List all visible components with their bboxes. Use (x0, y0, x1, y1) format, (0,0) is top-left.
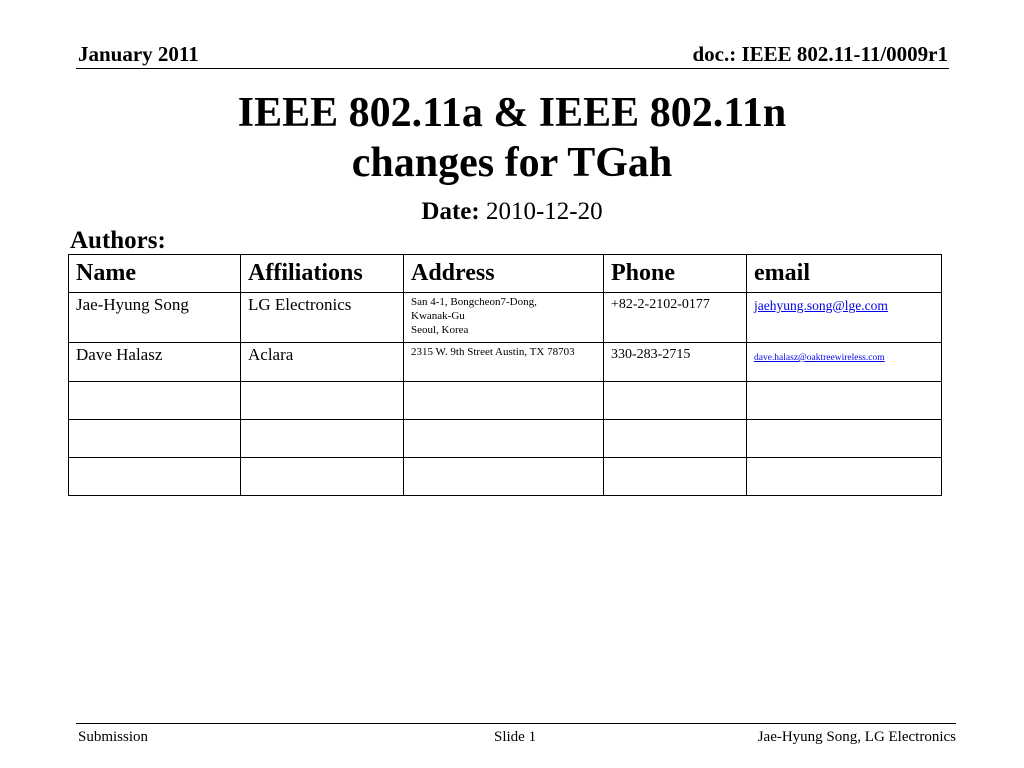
empty-cell (747, 382, 942, 420)
empty-cell (604, 382, 747, 420)
address-line: San 4-1, Bongcheon7-Dong, (411, 296, 537, 308)
address-line: Kwanak-Gu (411, 310, 465, 322)
author-address (404, 293, 604, 343)
empty-cell (241, 382, 404, 420)
author-email-cell (747, 343, 942, 382)
author-email-link[interactable]: dave.halasz@oaktreewireless.com (754, 353, 885, 363)
empty-cell (747, 420, 942, 458)
author-name: Jae-Hyung Song (69, 293, 241, 343)
column-header-name: Name (69, 255, 241, 293)
empty-cell (404, 382, 604, 420)
empty-cell (69, 458, 241, 496)
column-header-phone: Phone (604, 255, 747, 293)
empty-cell (404, 420, 604, 458)
column-header-affiliations: Affiliations (241, 255, 404, 293)
author-address: 2315 W. 9th Street Austin, TX 78703 (404, 343, 604, 382)
table-header-row (69, 255, 942, 293)
author-phone: 330-283-2715 (604, 343, 747, 382)
column-header-email: email (747, 255, 942, 293)
author-email-cell (747, 293, 942, 343)
date-line (0, 197, 1024, 227)
date-value: 2010-12-20 (485, 198, 603, 225)
author-affiliation: Aclara (241, 343, 404, 382)
author-affiliation: LG Electronics (241, 293, 404, 343)
empty-cell (604, 420, 747, 458)
table-row-empty (69, 458, 942, 496)
footer-divider (76, 723, 956, 724)
footer-slide-number: Slide 1 (494, 729, 537, 745)
table-row (69, 293, 942, 343)
slide-title (0, 88, 1024, 188)
empty-cell (241, 458, 404, 496)
empty-cell (604, 458, 747, 496)
header-date: January 2011 (78, 42, 199, 66)
header-divider (76, 68, 949, 69)
title-line-1: IEEE 802.11a & IEEE 802.11n (237, 90, 787, 136)
header-doc-id: doc.: IEEE 802.11-11/0009r1 (692, 42, 948, 66)
address-line: Seoul, Korea (411, 324, 469, 336)
column-header-address: Address (404, 255, 604, 293)
footer-author: Jae-Hyung Song, LG Electronics (757, 729, 956, 745)
empty-cell (404, 458, 604, 496)
author-email-link[interactable]: jaehyung.song@lge.com (754, 298, 888, 313)
empty-cell (747, 458, 942, 496)
authors-table (68, 254, 942, 496)
title-line-2: changes for TGah (351, 140, 673, 186)
table-row-empty (69, 382, 942, 420)
empty-cell (69, 420, 241, 458)
date-label: Date: (421, 198, 480, 225)
author-phone: +82-2-2102-0177 (604, 293, 747, 343)
footer-submission: Submission (78, 729, 149, 745)
empty-cell (241, 420, 404, 458)
table-row (69, 343, 942, 382)
authors-label: Authors: (70, 227, 166, 254)
table-row-empty (69, 420, 942, 458)
author-name: Dave Halasz (69, 343, 241, 382)
empty-cell (69, 382, 241, 420)
